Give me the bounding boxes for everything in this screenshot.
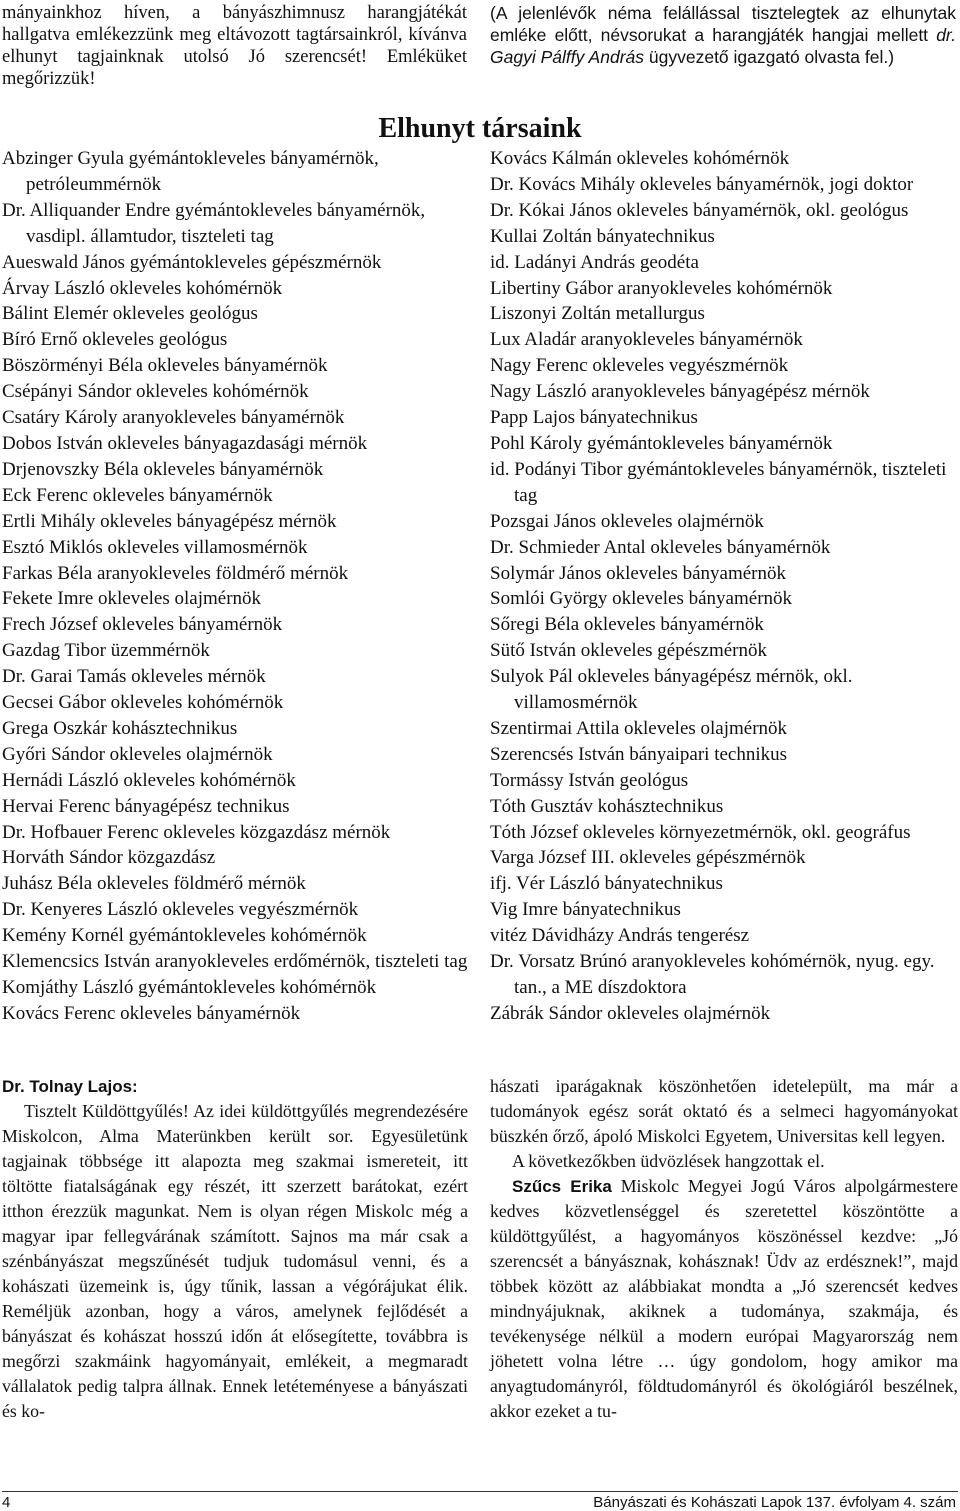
- deceased-name-entry: Ertli Mihály okleveles bányagépész mérnök: [2, 510, 337, 532]
- intro-text: mányainkhoz híven, a bányászhimnusz harangjátékát hallgatva emlékezzünk meg eltávozott tagtársainkról, kívánva elhunyt tagjainknak utolsó Jó szerencsét! Emléküket megőrizzük!: [2, 3, 467, 89]
- journal-footer: Bányászati és Kohászati Lapok 137. évfolyam 4. szám: [593, 1494, 956, 1511]
- deceased-name-entry: Böszörményi Béla okleveles bányamérnök: [2, 355, 328, 377]
- deceased-name-entry: Solymár János okleveles bányamérnök: [490, 562, 787, 584]
- deceased-name-entry: Dr. Schmieder Antal okleveles bányamérnök: [490, 536, 831, 558]
- deceased-name-entry: vitéz Dávidházy András tengerész: [490, 925, 750, 947]
- greeting-speaker: Szűcs Erika: [512, 1177, 612, 1196]
- deceased-name-entry: id. Podányi Tibor gyémántokleveles bányamérnök, tiszteleti tag: [490, 458, 947, 506]
- deceased-name-entry: Varga József III. okleveles gépészmérnök: [490, 847, 806, 869]
- deceased-name-entry: Bíró Ernő okleveles geológus: [2, 329, 228, 351]
- deceased-name-entry: Vig Imre bányatechnikus: [490, 899, 681, 921]
- deceased-name-entry: Kullai Zoltán bányatechnikus: [490, 225, 715, 247]
- deceased-name-entry: Lux Aladár aranyokleveles bányamérnök: [490, 329, 803, 351]
- deceased-name-entry: id. Ladányi András geodéta: [490, 251, 699, 273]
- deceased-name-entry: Árvay László okleveles kohómérnök: [2, 277, 283, 299]
- deceased-list-left: [2, 146, 468, 1027]
- deceased-name-entry: Kovács Ferenc okleveles bányamérnök: [2, 1002, 301, 1024]
- deceased-name-entry: Pohl Károly gyémántokleveles bányamérnök: [490, 432, 833, 454]
- deceased-name-entry: Csépányi Sándor okleveles kohómérnök: [2, 381, 309, 403]
- memorial-note-reader: dr. Gagyi Pálffy András: [490, 25, 956, 67]
- deceased-name-entry: Juhász Béla okleveles földmérő mérnök: [2, 873, 306, 895]
- deceased-name-entry: Dr. Hofbauer Ferenc okleveles közgazdász mérnök: [2, 821, 391, 843]
- deceased-name-entry: Gazdag Tibor üzemmérnök: [2, 640, 210, 662]
- deceased-name-entry: Sütő István okleveles gépészmérnök: [490, 640, 768, 662]
- speaker-name: Dr. Tolnay Lajos:: [2, 1077, 138, 1096]
- deceased-name-entry: Tormássy István geológus: [490, 769, 689, 791]
- deceased-name-entry: Abzinger Gyula gyémántokleveles bányamérnök, petróleummérnök: [2, 148, 379, 195]
- deceased-name-entry: Tóth József okleveles környezetmérnök, okl. geográfus: [490, 821, 911, 843]
- speech-paragraph: Tisztelt Küldöttgyűlés! Az idei küldöttgyűlés megrendezésére Miskolcon, Alma Materünkben került sor. Egyesületünk tagjainak többsége itt alapozta meg szakmai ismereteit, itt töltötte fiatalságának egy részét, itt szerzett barátokat, ezért itthon érezzük magunkat. Nem is olyan régen Miskolc még a magyar ipar fellegvárának számított. Sajnos ma már csak a szénbányászat megszűnését tudjuk tudomásul venni, és a kohászati üzemeink is, úgy tűnik, lassan a végórájukat élik. Reméljük azonban, hogy a város, amelynek fejlődését a bányászat és kohászat hosszú időn át elősegítette, továbbra is megőrzi szakmáink hagyományait, emlékeit, a megmaradt vállalatok pedig talpra állnak. Ennek letéteményese a bányászati és ko-: [2, 1101, 468, 1421]
- deceased-name-entry: Gecsei Gábor okleveles kohómérnök: [2, 692, 284, 714]
- deceased-name-entry: Dr. Vorsatz Brúnó aranyokleveles kohómérnök, nyug. egy. tan., a ME díszdoktora: [490, 951, 935, 998]
- deceased-name-entry: Kovács Kálmán okleveles kohómérnök: [490, 148, 790, 169]
- deceased-name-entry: Nagy László aranyokleveles bányagépész mérnök: [490, 381, 870, 403]
- deceased-name-entry: Dr. Alliquander Endre gyémántokleveles bányamérnök, vasdipl. államtudor, tiszteleti tag: [2, 199, 426, 247]
- deceased-name-entry: Bálint Elemér okleveles geológus: [2, 303, 258, 325]
- deceased-name-entry: Horváth Sándor közgazdász: [2, 847, 216, 869]
- deceased-name-entry: Papp Lajos bányatechnikus: [490, 407, 698, 429]
- deceased-name-entry: Győri Sándor okleveles olajmérnök: [2, 743, 273, 765]
- deceased-name-entry: Somlói György okleveles bányamérnök: [490, 588, 793, 610]
- memorial-note-end: ügyvezető igazgató olvasta fel.): [648, 47, 895, 67]
- deceased-name-entry: Grega Oszkár kohásztechnikus: [2, 717, 238, 739]
- deceased-name-entry: Tóth Gusztáv kohásztechnikus: [490, 795, 724, 817]
- deceased-name-entry: Libertiny Gábor aranyokleveles kohómérnök: [490, 277, 833, 299]
- greeting-paragraph: [490, 1174, 958, 1424]
- deceased-name-entry: Liszonyi Zoltán metallurgus: [490, 303, 705, 325]
- greeting-text: Miskolc Megyei Jogú Város alpolgármestere kedves közvetlenséggel és szeretettel köszöntötte a küldöttgyűlést, a hagyományos köszönéssel kezdve: „Jó szerencsét a bányásznak, kohásznak! Üdv az erdésznek!”, majd többek között az alábbiakat mondta a „Jó szerencsét kedves mindnyájuknak, akiknek a tudománya, szakmája, és tevékenysége nélkül a modern európai Magyarország nem jöhetett volna létre … úgy gondolom, hogy amikor ma anyagtudományról, földtudományról és ökológiáról beszélnek, akkor ezeket a tu-: [490, 1176, 958, 1421]
- page-number: 4: [2, 1494, 11, 1511]
- deceased-name-entry: Dr. Kenyeres László okleveles vegyészmérnök: [2, 899, 359, 921]
- deceased-name-entry: Drjenovszky Béla okleveles bányamérnök: [2, 458, 324, 480]
- deceased-name-entry: Sőregi Béla okleveles bányamérnök: [490, 614, 764, 636]
- greetings-intro: A következőkben üdvözlések hangzottak el.: [512, 1151, 825, 1171]
- footer-rule: [2, 1491, 958, 1492]
- deceased-name-entry: Kemény Kornél gyémántokleveles kohómérnök: [2, 925, 367, 947]
- deceased-name-entry: Dr. Garai Tamás okleveles mérnök: [2, 666, 266, 688]
- section-title: Elhunyt társaink: [378, 113, 582, 144]
- deceased-name-entry: Komjáthy László gyémántokleveles kohómérnök: [2, 977, 377, 998]
- memorial-note-text: (A jelenlévők néma felállással tisztelegtek az elhunytak emléke előtt, névsorukat a harangjáték hangjai mellett: [490, 3, 956, 45]
- deceased-name-entry: Hernádi László okleveles kohómérnök: [2, 769, 296, 791]
- deceased-name-entry: Pozsgai János okleveles olajmérnök: [490, 510, 764, 532]
- intro-paragraph: [2, 2, 467, 90]
- deceased-name-entry: Szentirmai Attila okleveles olajmérnök: [490, 717, 788, 739]
- deceased-name-entry: Farkas Béla aranyokleveles földmérő mérnök: [2, 562, 349, 584]
- deceased-name-entry: Fekete Imre okleveles olajmérnök: [2, 588, 262, 610]
- deceased-name-entry: Dr. Kovács Mihály okleveles bányamérnök, jogi doktor: [490, 173, 914, 195]
- deceased-name-entry: Nagy Ferenc okleveles vegyészmérnök: [490, 355, 789, 377]
- deceased-name-entry: Aueswald János gyémántokleveles gépészmérnök: [2, 251, 382, 273]
- deceased-name-entry: ifj. Vér László bányatechnikus: [490, 873, 723, 895]
- deceased-name-entry: Esztó Miklós okleveles villamosmérnök: [2, 536, 308, 558]
- deceased-list-right: [490, 146, 958, 1027]
- speech-right-column: [490, 1074, 958, 1424]
- deceased-name-entry: Dobos István okleveles bányagazdasági mérnök: [2, 432, 368, 454]
- deceased-name-entry: Szerencsés István bányaipari technikus: [490, 743, 788, 765]
- deceased-name-entry: Dr. Kókai János okleveles bányamérnök, okl. geológus: [490, 199, 909, 221]
- deceased-name-entry: Hervai Ferenc bányagépész technikus: [2, 795, 290, 817]
- speech-left-column: [2, 1074, 468, 1424]
- deceased-name-entry: Zábrák Sándor okleveles olajmérnök: [490, 1002, 771, 1024]
- deceased-name-entry: Klemencsics István aranyokleveles erdőmérnök, tiszteleti tag: [2, 951, 468, 973]
- deceased-name-entry: Csatáry Károly aranyokleveles bányamérnök: [2, 407, 345, 429]
- deceased-name-entry: Frech József okleveles bányamérnök: [2, 614, 283, 636]
- speech-continuation: hászati iparágaknak köszönhetően idetelepült, ma már a tudományok egész sorát oktató és a selmeci hagyományokat büszkén őrző, ápoló Miskolci Egyetem, Universitas kell legyen.: [490, 1076, 958, 1146]
- deceased-name-entry: Eck Ferenc okleveles bányamérnök: [2, 484, 273, 506]
- deceased-name-entry: Sulyok Pál okleveles bányagépész mérnök, okl. villamosmérnök: [490, 666, 853, 714]
- memorial-note: [490, 2, 956, 68]
